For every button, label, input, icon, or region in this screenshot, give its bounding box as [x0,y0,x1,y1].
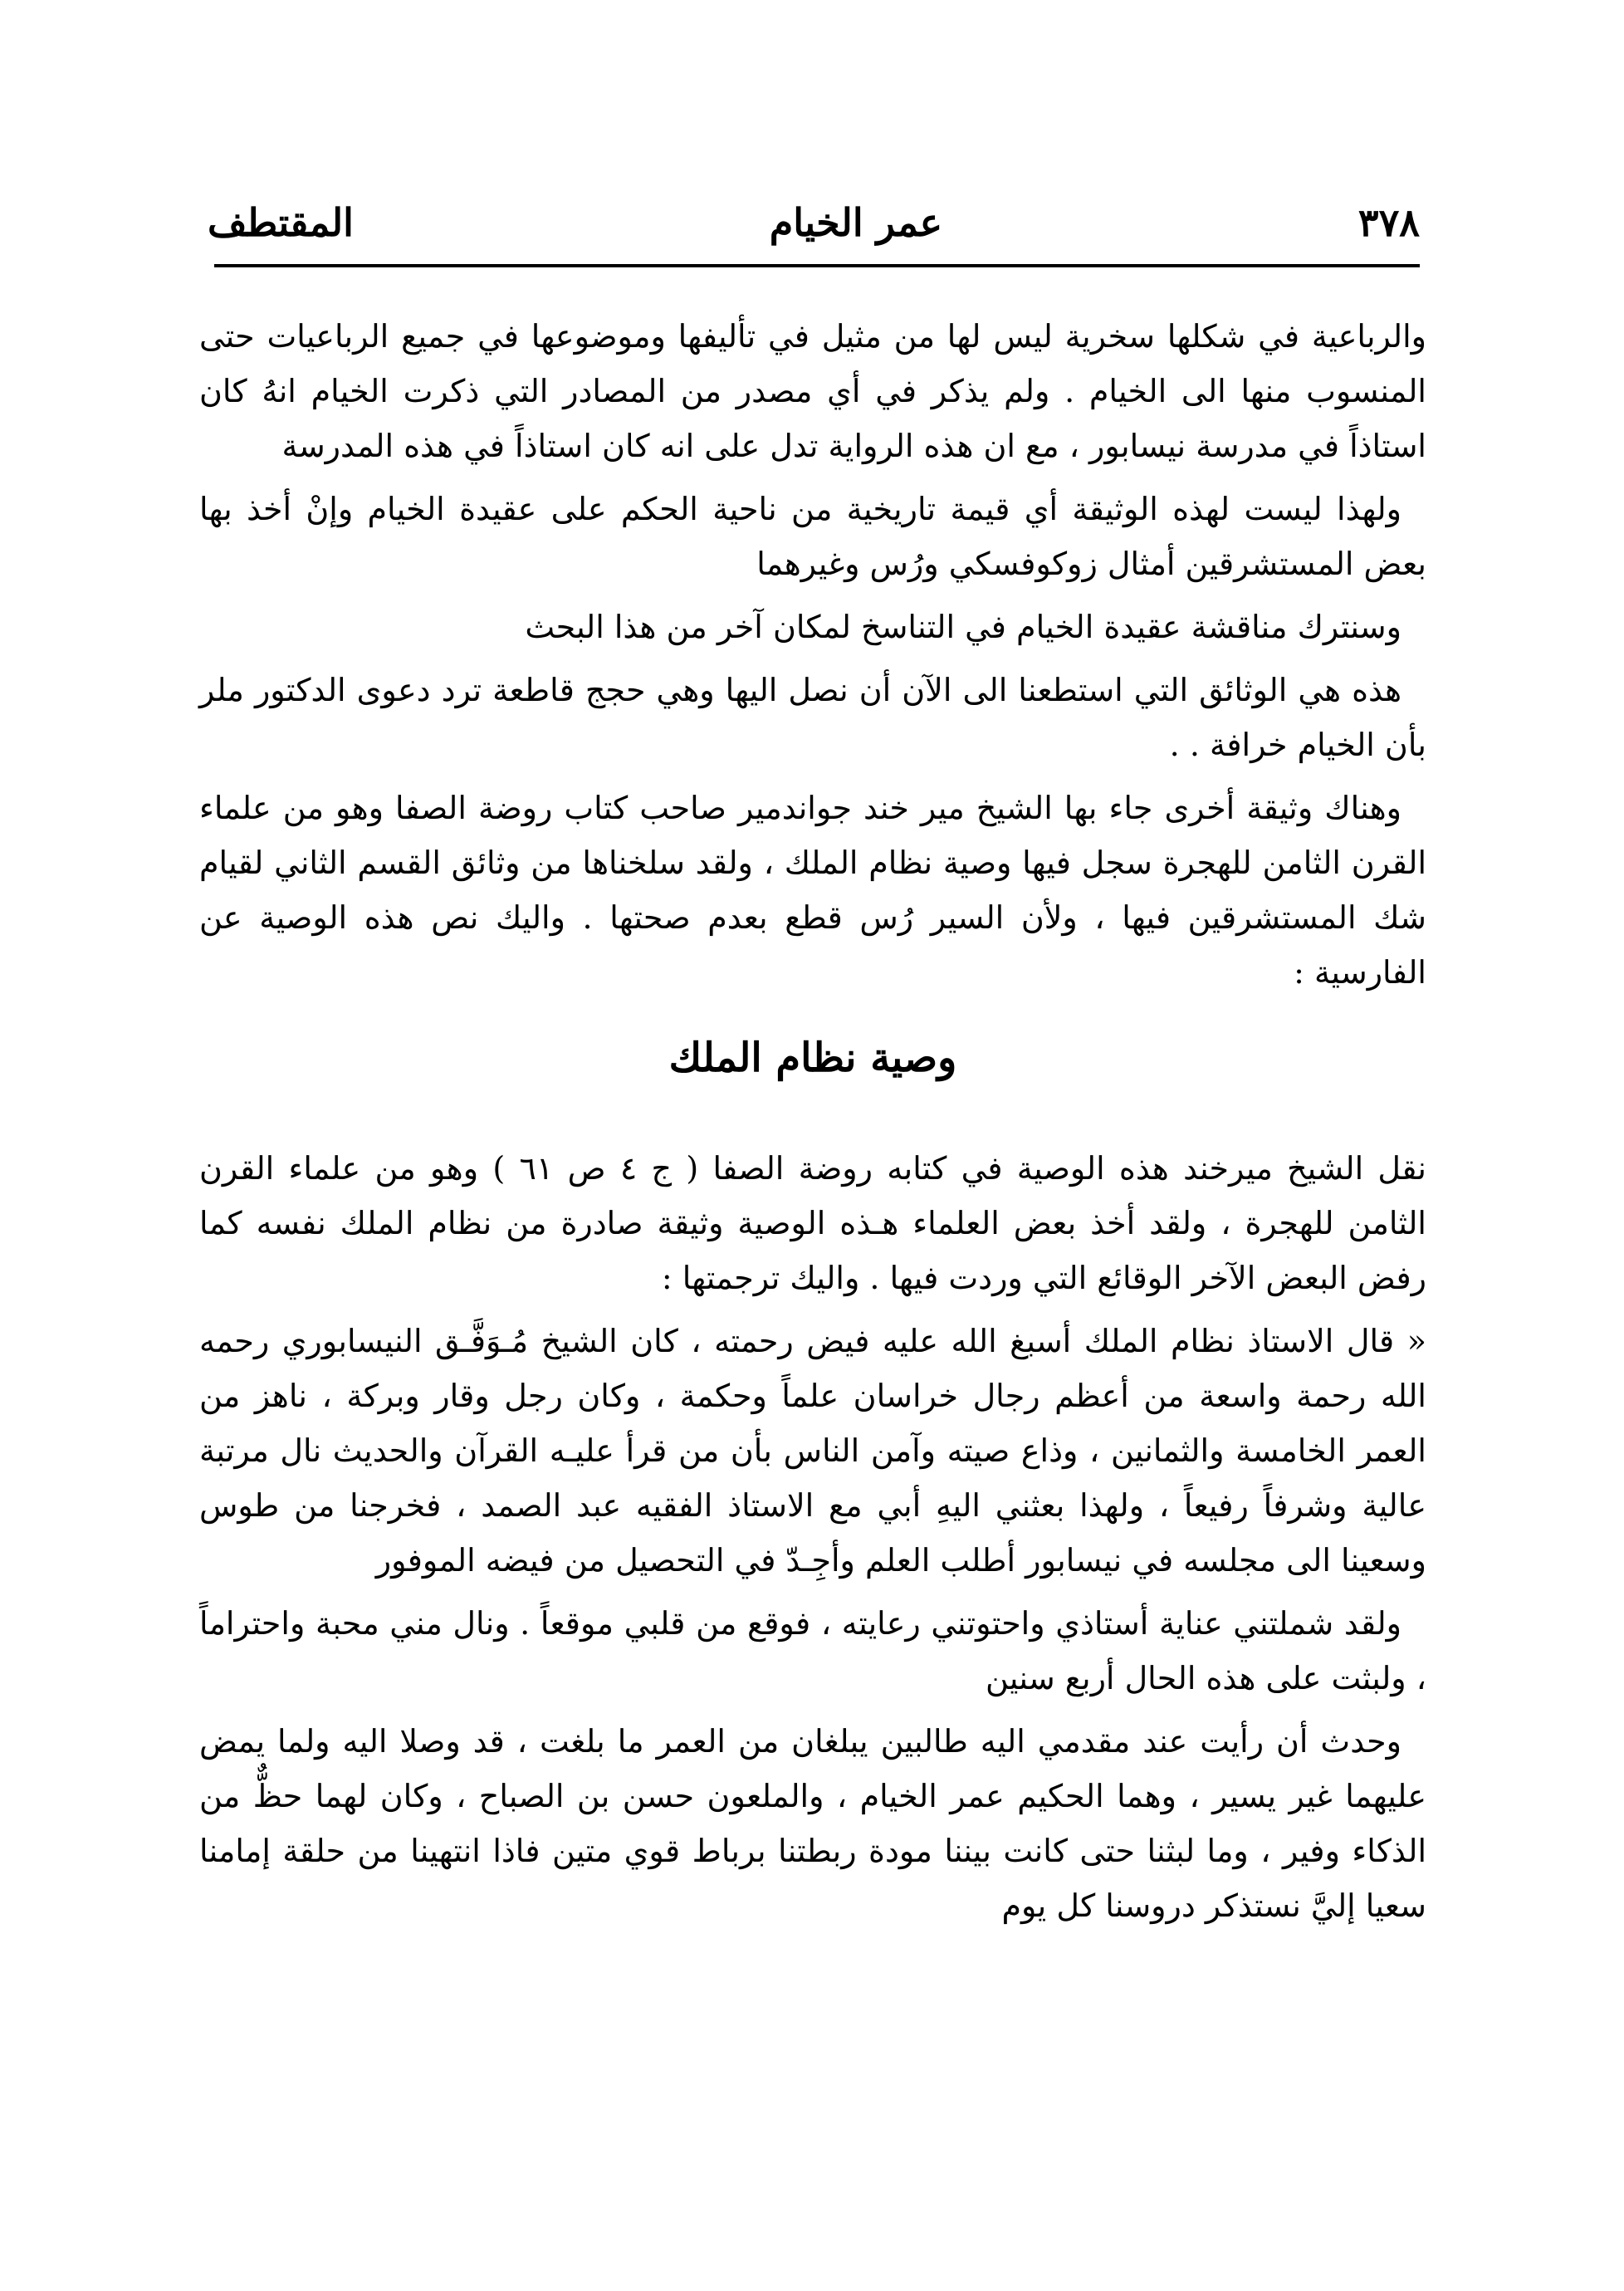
header-divider [214,264,1420,267]
article-title: عمر الخيام [769,200,943,245]
running-header [208,189,1420,256]
quoted-paragraph: ولقد شملتني عناية أستاذي واحتوتني رعايته ، فوقع من قلبي موقعاً . ونال مني محبة واحتراماً ، ولبثت على هذه الحال أربع سنين [199,1605,1426,1696]
paragraph: هذه هي الوثائق التي استطعنا الى الآن أن نصل اليها وهي حجج قاطعة ترد دعوى الدكتور ملر بأن الخيام خرافة . . [199,672,1426,763]
paragraph: ولهذا ليست لهذه الوثيقة أي قيمة تاريخية من ناحية الحكم على عقيدة الخيام وإنْ أخذ بها بعض المستشرقين أمثال زوكوفسكي ورُس وغيرهما [199,491,1426,582]
section-heading: وصية نظام الملك [668,1035,957,1081]
quoted-paragraph: « قال الاستاذ نظام الملك أسبغ الله عليه فيض رحمته ، كان الشيخ مُـوَفَّـق النيسابوري رحمه الله رحمة واسعة من أعظم رجال خراسان علماً وحكمة ، وكان رجل وقار وبركة ، ناهز من العمر الخامسة والثمانين ، وذاع صيته وآمن الناس بأن من قرأ عليـه القرآن والحديث نال مرتبة عالية وشرفاً رفيعاً ، ولهذا بعثني اليهِ أبي مع الاستاذ الفقيه عبد الصمد ، فخرجنا من طوس وسعينا الى مجلسه في نيسابور أطلب العلم وأجِـدّ في التحصيل من فيضه الموفور [199,1323,1426,1579]
quoted-paragraph: وحدث أن رأيت عند مقدمي اليه طالبين يبلغان من العمر ما بلغت ، قد وصلا اليه ولما يمض عليهما غير يسير ، وهما الحكيم عمر الخيام ، والملعون حسن بن الصباح ، وكان لهما حظٌّ من الذكاء وفير ، وما لبثنا حتى كانت بيننا مودة ربطتنا برباط قوي متين فاذا انتهينا من حلقة إمامنا سعيا إليَّ نستذكر دروسنا كل يوم [199,1723,1426,1924]
article-body [199,309,1426,1941]
journal-name: المقتطف [208,200,354,245]
paragraph: والرباعية في شكلها سخرية ليس لها من مثيل في تأليفها وموضوعها في جميع الرباعيات حتى المنسوب منها الى الخيام . ولم يذكر في أي مصدر من المصادر التي ذكرت الخيام انهُ كان استاذاً في مدرسة نيسابور ، مع ان هذه الرواية تدل على انه كان استاذاً في هذه المدرسة [199,318,1426,464]
paragraph: وهناك وثيقة أخرى جاء بها الشيخ مير خند جواندمير صاحب كتاب روضة الصفا وهو من علماء القرن الثامن للهجرة سجل فيها وصية نظام الملك ، ولقد سلخناها من وثائق القسم الثاني لقيام شك المستشرقين فيها ، ولأن السير رُس قطع بعدم صحتها . واليك نص هذه الوصية عن الفارسية : [199,790,1426,991]
paragraph: وسنترك مناقشة عقيدة الخيام في التناسخ لمكان آخر من هذا البحث [525,609,1401,645]
page-number: ٣٧٨ [1357,200,1420,245]
paragraph: نقل الشيخ ميرخند هذه الوصية في كتابه روضة الصفا ( ج ٤ ص ٦١ ) وهو من علماء القرن الثامن للهجرة ، ولقد أخذ بعض العلماء هـذه الوصية وثيقة صادرة من نظام الملك نفسه كما رفض البعض الآخر الوقائع التي وردت فيها . واليك ترجمتها : [199,1150,1426,1296]
